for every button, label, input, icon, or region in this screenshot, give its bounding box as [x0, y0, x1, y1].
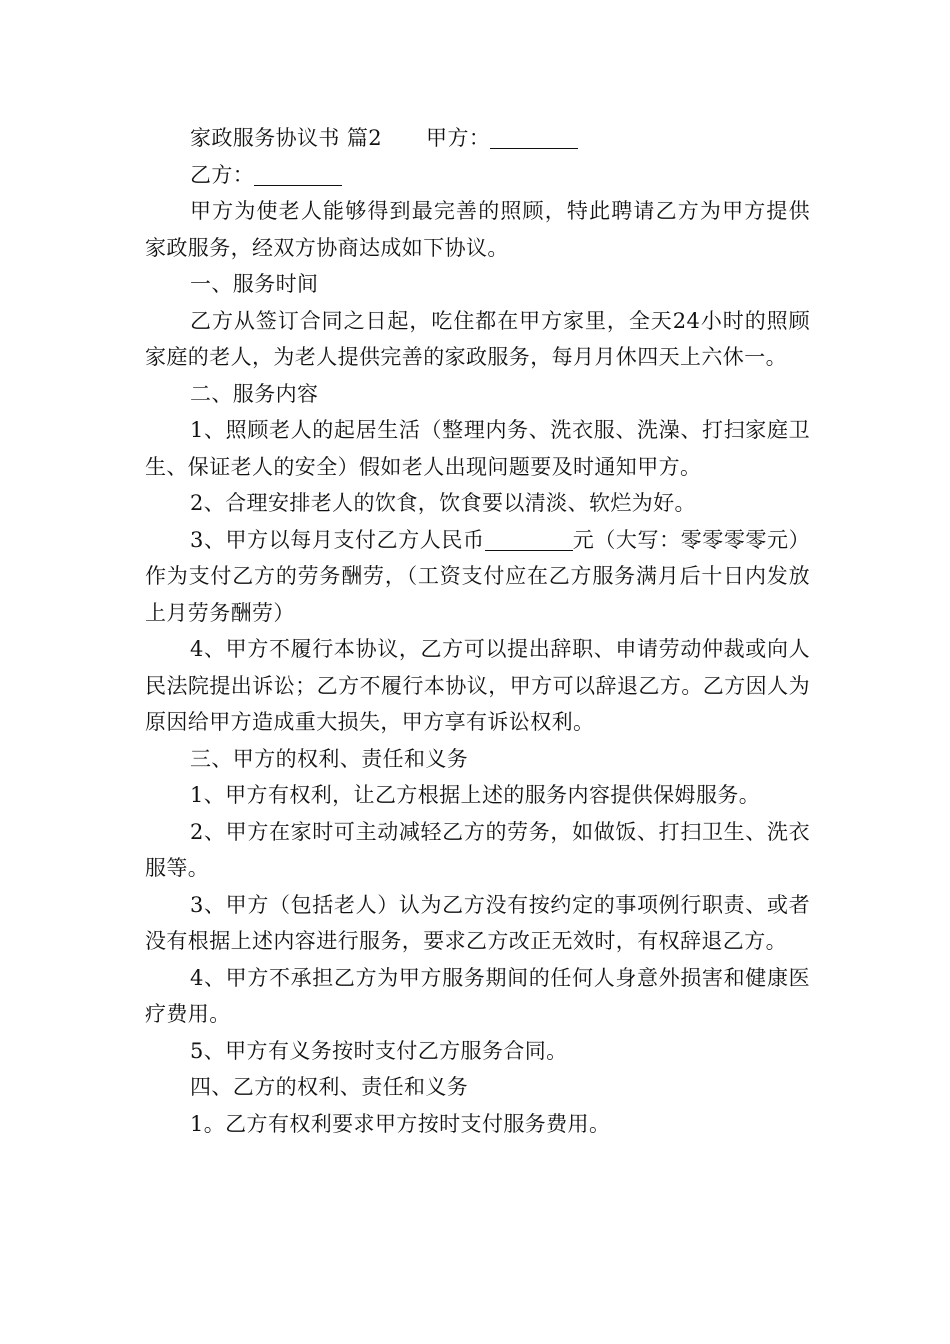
section-heading-service-time: 一、服务时间: [190, 272, 319, 296]
paragraph-content-2: 2、合理安排老人的饮食，饮食要以清淡、软烂为好。: [190, 491, 696, 515]
section-heading-party-a: 三、甲方的权利、责任和义务: [190, 746, 469, 771]
party-a-label: 甲方：: [426, 126, 491, 150]
party-a-blank: [490, 130, 578, 149]
paragraph-party-a-2: 2、甲方在家时可主动减轻乙方的劳务，如做饭、打扫卫生、洗衣服等。: [145, 819, 810, 880]
paragraph-content-3-part2: 元（大写：零零零零元）作为支付乙方的劳务酬劳，（工资支付应在乙方服务满月后十日内发放上月劳务酬劳）: [145, 527, 810, 625]
document-page: [145, 120, 810, 1142]
paragraph-party-a-5: 5、甲方有义务按时支付乙方服务合同。: [190, 1038, 568, 1063]
paragraph-party-a-3: 3、甲方（包括老人）认为乙方没有按约定的事项例行职责、或者没有根据上述内容进行服务，要求乙方改正无效时，有权辞退乙方。: [145, 892, 810, 953]
salary-blank: [485, 532, 573, 551]
party-b-line: [145, 157, 810, 194]
party-b-blank: [254, 167, 342, 186]
paragraph-intro: 甲方为使老人能够得到最完善的照顾，特此聘请乙方为甲方提供家政服务，经双方协商达成如下协议。: [145, 199, 810, 260]
section-heading-service-content: 二、服务内容: [190, 381, 319, 406]
paragraph-content-3: [145, 522, 810, 632]
party-b-label: 乙方：: [190, 162, 255, 187]
paragraph-service-time: 乙方从签订合同之日起，吃住都在甲方家里，全天24小时的照顾家庭的老人，为老人提供完善的家政服务，每月月休四天上六休一。: [145, 308, 810, 369]
section-heading-party-b: 四、乙方的权利、责任和义务: [190, 1075, 469, 1099]
document-title: 家政服务协议书 篇2: [190, 126, 383, 150]
paragraph-content-1: 1、照顾老人的起居生活（整理内务、洗衣服、洗澡、打扫家庭卫生、保证老人的安全）假如老人出现问题要及时通知甲方。: [145, 418, 810, 479]
paragraph-party-a-4: 4、甲方不承担乙方为甲方服务期间的任何人身意外损害和健康医疗费用。: [145, 965, 810, 1026]
document-header-line: [145, 120, 810, 157]
paragraph-party-a-1: 1、甲方有权利，让乙方根据上述的服务内容提供保姆服务。: [190, 783, 761, 807]
paragraph-content-4: 4、甲方不履行本协议，乙方可以提出辞职、申请劳动仲裁或向人民法院提出诉讼；乙方不履行本协议，甲方可以辞退乙方。乙方因人为原因给甲方造成重大损失，甲方享有诉讼权利。: [145, 637, 810, 734]
paragraph-party-b-1: 1。乙方有权利要求甲方按时支付服务费用。: [190, 1111, 611, 1136]
paragraph-content-3-part1: 3、甲方以每月支付乙方人民币: [190, 527, 485, 552]
